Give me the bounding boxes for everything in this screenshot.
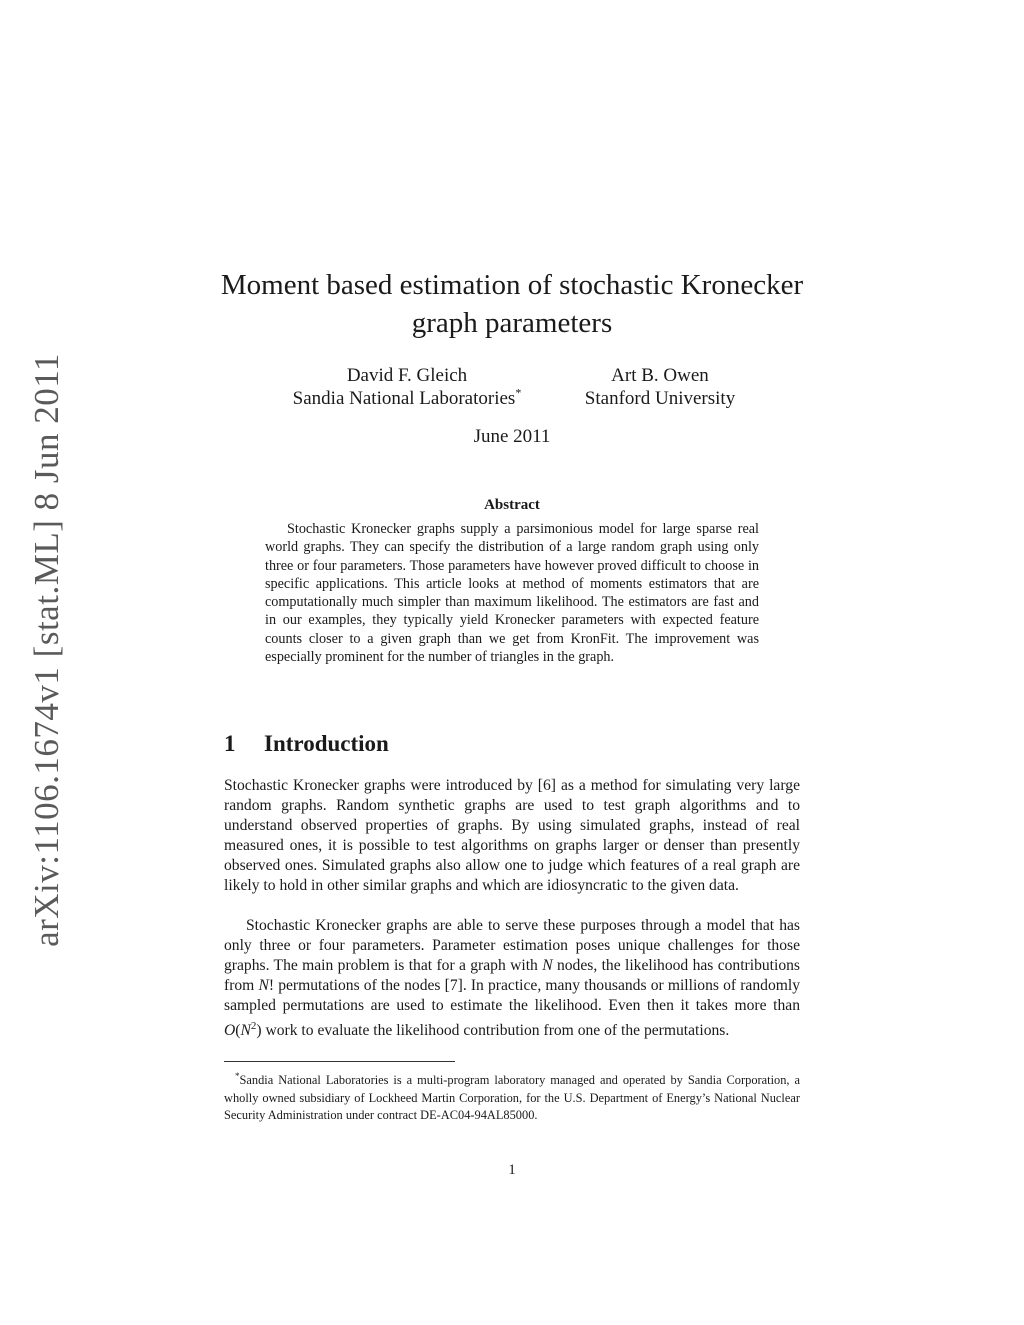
math-big-o: O (224, 1022, 236, 1040)
author-affiliation: Stanford University (584, 388, 736, 409)
math-var-n: N (542, 957, 553, 974)
author-name: David F. Gleich (346, 365, 468, 386)
section-heading (224, 731, 389, 757)
section-number: 1 (224, 731, 236, 756)
author-block-owen (560, 364, 760, 410)
math-exponent: 2 (250, 1020, 257, 1032)
abstract-heading: Abstract (484, 497, 540, 513)
footnote-marker: * (235, 1071, 240, 1081)
author-block-gleich (262, 364, 552, 410)
intro-paragraph-1: Stochastic Kronecker graphs were introduced by [6] as a method for simulating very large random graphs. Random synthetic graphs are used to test graph algorithms and to understand observed properties of graphs. By using simulated graphs, instead of real measured ones, it is possible to test algorithms on graphs larger or denser than presently observed ones. Simulated graphs also allow one to judge which features of a real graph are likely to hold in other similar graphs and which are idiosyncratic to the given data. (224, 777, 800, 894)
author-name: Art B. Owen (611, 365, 709, 386)
footnote: *Sandia National Laboratories is a multi-program laboratory managed and operated by Sandia Corporation, a wholly owned subsidiary of Lockheed Martin Corporation, for the U.S. Department of Energy’s National Nuclear Security Administration under contract DE-AC04-94AL85000. (224, 1071, 800, 1123)
page-number: 1 (508, 1162, 516, 1178)
abstract-text: Stochastic Kronecker graphs supply a parsimonious model for large sparse real world graphs. They can specify the distribution of a large random graph using only three or four parameters. Those parameters have however proved difficult to choose in specific applications. This article looks at method of moments estimators that are computationally much simpler than maximum likelihood. The estimators are fast and in our examples, they typically yield Kronecker parameters with expected feature counts closer to a given graph than we get from KronFit. The improvement was especially prominent for the number of triangles in the graph. (265, 521, 759, 666)
math-var-n: N (258, 977, 269, 994)
intro-paragraph-2: Stochastic Kronecker graphs are able to serve these purposes through a model that has only three or four parameters. Parameter estimation poses unique challenges for those graphs. The main problem is that for a graph with N nodes, the likelihood has contributions from N! permutations of the nodes [7]. In practice, many thousands or millions of randomly sampled permutations are used to estimate the likelihood. Even then it takes more than $O(N^2)$ work to evaluate the likelihood contribution from one of the permutations. (224, 917, 801, 1040)
footnote-marker: * (515, 385, 522, 400)
footnote-divider (224, 1061, 455, 1062)
author-affiliation: Sandia National Laboratories* (292, 385, 522, 409)
publication-date: June 2011 (473, 426, 551, 447)
section-title: Introduction (264, 731, 389, 756)
arxiv-identifier-stamp: arXiv:1106.1674v1 [stat.ML] 8 Jun 2011 (27, 353, 66, 947)
paper-title: Moment based estimation of stochastic Kronecker graph parameters (220, 269, 804, 339)
math-var-n: N (240, 1022, 251, 1040)
